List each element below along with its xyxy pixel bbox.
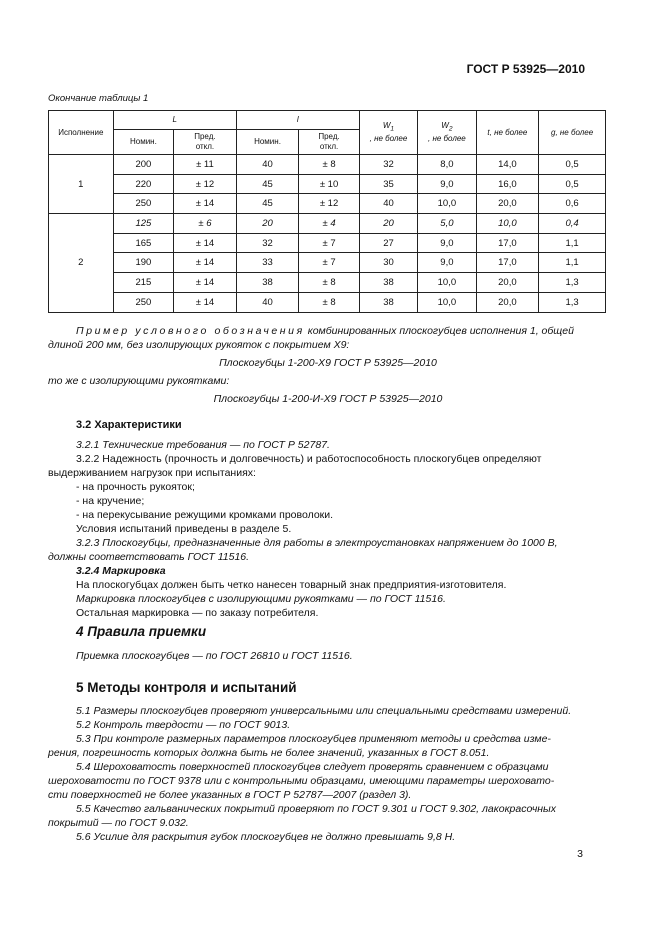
dimensions-table: [48, 110, 606, 313]
table-cell: 5,0: [418, 214, 476, 234]
table-cell: 9,0: [418, 253, 476, 273]
table-cell: ± 7: [299, 253, 359, 273]
paragraph-5-5-b: покрытий — по ГОСТ 9.032.: [48, 817, 189, 829]
header-L-nom: Номин.: [113, 130, 173, 155]
table-cell: ± 10: [299, 174, 359, 194]
paragraph-5-1: 5.1 Размеры плоскогубцев проверяют универсальными или специальными средствами измерений.: [76, 705, 572, 717]
table-cell: 9,0: [418, 233, 476, 253]
table-cell: ± 14: [174, 194, 237, 214]
table-cell: 165: [113, 233, 173, 253]
section-4-paragraph: Приемка плоскогубцев — по ГОСТ 26810 и ГОСТ 11516.: [76, 650, 353, 662]
table-cell: 20: [236, 214, 299, 234]
paragraph-5-4-b: шероховатости по ГОСТ 9378 или с контрольными образцами, имеющими параметры шероховато-: [48, 775, 555, 787]
table-cell: 33: [236, 253, 299, 273]
table-row: [49, 155, 606, 175]
table-cell: 38: [359, 292, 417, 312]
table-cell: 40: [359, 194, 417, 214]
table-cell: ± 6: [174, 214, 237, 234]
section-3-2-title: 3.2 Характеристики: [76, 419, 182, 431]
header-g: g, не более: [539, 111, 606, 155]
table-cell: 38: [359, 273, 417, 293]
example-line-1: Пример условного обозначения комбинированных плоскогубцев исполнения 1, общей: [76, 325, 574, 337]
header-L-pred: Пред. откл.: [174, 130, 237, 155]
section-3-2: [48, 418, 608, 620]
table-cell: ± 14: [174, 253, 237, 273]
table-cell: 10,0: [418, 292, 476, 312]
table-row: [49, 233, 606, 253]
table-cell: 215: [113, 273, 173, 293]
table-cell: ± 7: [299, 233, 359, 253]
table-row: [49, 194, 606, 214]
subsection-3-2-4-title: 3.2.4 Маркировка: [76, 565, 166, 577]
table-row: [49, 174, 606, 194]
table-cell: 14,0: [476, 155, 539, 175]
table-cell: 32: [359, 155, 417, 175]
header-t: t, не более: [476, 111, 539, 155]
table-row: [49, 253, 606, 273]
table-cell: 20,0: [476, 292, 539, 312]
paragraph-5-5-a: 5.5 Качество гальванических покрытий проверяют по ГОСТ 9.301 и ГОСТ 9.302, лакокрасочных: [76, 803, 557, 815]
paragraph-5-3-a: 5.3 При контроле размерных параметров плоскогубцев применяют методы и средства изме-: [76, 733, 551, 745]
table-cell: 250: [113, 194, 173, 214]
list-item: - на кручение;: [76, 495, 145, 507]
table-row: [49, 292, 606, 312]
table-cell: 20,0: [476, 194, 539, 214]
paragraph-5-3-b: рения, погрешность которых должна быть не более значений, указанных в ГОСТ 8.051.: [48, 747, 490, 759]
table-cell: 27: [359, 233, 417, 253]
table-cell: ± 12: [299, 194, 359, 214]
section-5-title: 5 Методы контроля и испытаний: [76, 680, 297, 695]
paragraph-3-2-4-a: На плоскогубцах должен быть четко нанесен товарный знак предприятия-изготовителя.: [76, 579, 507, 591]
header-w2: $W_2$ , не более: [418, 111, 476, 155]
table-cell: 10,0: [418, 194, 476, 214]
table-cell: 0,5: [539, 155, 606, 175]
paragraph-5-4-c: сти поверхностей не более указанных в ГОСТ Р 52787—2007 (раздел 3).: [48, 789, 412, 801]
table-row: [49, 273, 606, 293]
paragraph-3-2-3-a: 3.2.3 Плоскогубцы, предназначенные для работы в электроустановках напряжением до 1000 В,: [76, 537, 558, 549]
table-cell: 1,1: [539, 253, 606, 273]
table-caption: Окончание таблицы 1: [48, 93, 149, 104]
table-cell: ± 8: [299, 155, 359, 175]
table-cell: 125: [113, 214, 173, 234]
table-cell: ± 8: [299, 292, 359, 312]
table-cell: 220: [113, 174, 173, 194]
paragraph-3-2-4-c: Остальная маркировка — по заказу потребителя.: [76, 607, 319, 619]
paragraph-3-2-2-b: выдерживанием нагрузок при испытаниях:: [48, 467, 256, 479]
header-l-pred: Пред. откл.: [299, 130, 359, 155]
test-conditions: Условия испытаний приведены в разделе 5.: [76, 523, 292, 535]
list-item: - на прочность рукояток;: [76, 481, 195, 493]
paragraph-3-2-3-b: должны соответствовать ГОСТ 11516.: [48, 551, 250, 563]
list-item: - на перекусывание режущими кромками проволоки.: [76, 509, 334, 521]
paragraph-5-2: 5.2 Контроль твердости — по ГОСТ 9013.: [76, 719, 291, 731]
designation-2: Плоскогубцы 1-200-И-Х9 ГОСТ Р 53925—2010: [213, 393, 443, 405]
paragraph-3-2-2-a: 3.2.2 Надежность (прочность и долговечность) и работоспособность плоскогубцев определяют: [76, 453, 542, 465]
table-cell: 20,0: [476, 273, 539, 293]
table-cell: 10,0: [418, 273, 476, 293]
table-cell: 0,6: [539, 194, 606, 214]
page-number: 3: [577, 848, 583, 860]
header-l: l: [236, 111, 359, 130]
table-cell: 17,0: [476, 233, 539, 253]
table-cell: ± 11: [174, 155, 237, 175]
table-cell: 40: [236, 292, 299, 312]
section-4-title: 4 Правила приемки: [76, 624, 207, 639]
table-cell: 40: [236, 155, 299, 175]
table-cell: 8,0: [418, 155, 476, 175]
execution-cell: 1: [49, 155, 114, 214]
table-cell: 0,4: [539, 214, 606, 234]
table-cell: ± 8: [299, 273, 359, 293]
header-L: L: [113, 111, 236, 130]
table-cell: 38: [236, 273, 299, 293]
table-cell: 250: [113, 292, 173, 312]
table-row: [49, 214, 606, 234]
execution-cell: 2: [49, 214, 114, 312]
paragraph-5-6: 5.6 Усилие для раскрытия губок плоскогубцев не должно превышать 9,8 Н.: [76, 831, 456, 843]
example-block: [48, 324, 608, 406]
example-spaced-label: Пример условного обозначения: [76, 325, 305, 337]
table-cell: 16,0: [476, 174, 539, 194]
table-cell: ± 12: [174, 174, 237, 194]
designation-1: Плоскогубцы 1-200-Х9 ГОСТ Р 53925—2010: [219, 357, 437, 369]
table-cell: 0,5: [539, 174, 606, 194]
same-with-label: то же с изолирующими рукоятками:: [48, 375, 230, 387]
table-cell: 35: [359, 174, 417, 194]
section-4: [48, 625, 608, 663]
table-cell: 32: [236, 233, 299, 253]
table-cell: ± 4: [299, 214, 359, 234]
standard-number: ГОСТ Р 53925—2010: [466, 62, 585, 76]
table-cell: 10,0: [476, 214, 539, 234]
header-w1: $W_1$ , не более: [359, 111, 417, 155]
table-cell: 1,1: [539, 233, 606, 253]
table-cell: ± 14: [174, 273, 237, 293]
table-cell: 20: [359, 214, 417, 234]
table-cell: ± 14: [174, 292, 237, 312]
table-cell: 190: [113, 253, 173, 273]
table-cell: ± 14: [174, 233, 237, 253]
table-cell: 9,0: [418, 174, 476, 194]
header-l-nom: Номин.: [236, 130, 299, 155]
paragraph-3-2-1: 3.2.1 Технические требования — по ГОСТ Р 52787.: [76, 439, 330, 451]
table-cell: 45: [236, 194, 299, 214]
table-cell: 200: [113, 155, 173, 175]
section-5: [48, 681, 608, 844]
table-cell: 45: [236, 174, 299, 194]
example-line-2: длиной 200 мм, без изолирующих рукояток с покрытием Х9:: [48, 339, 350, 351]
table-cell: 1,3: [539, 273, 606, 293]
paragraph-3-2-4-b: Маркировка плоскогубцев с изолирующими рукоятками — по ГОСТ 11516.: [76, 593, 446, 605]
header-execution: Исполнение: [49, 111, 114, 155]
table-cell: 1,3: [539, 292, 606, 312]
paragraph-5-4-a: 5.4 Шероховатость поверхностей плоскогубцев следует проверять сравнением с образцами: [76, 761, 549, 773]
table-cell: 17,0: [476, 253, 539, 273]
table-cell: 30: [359, 253, 417, 273]
